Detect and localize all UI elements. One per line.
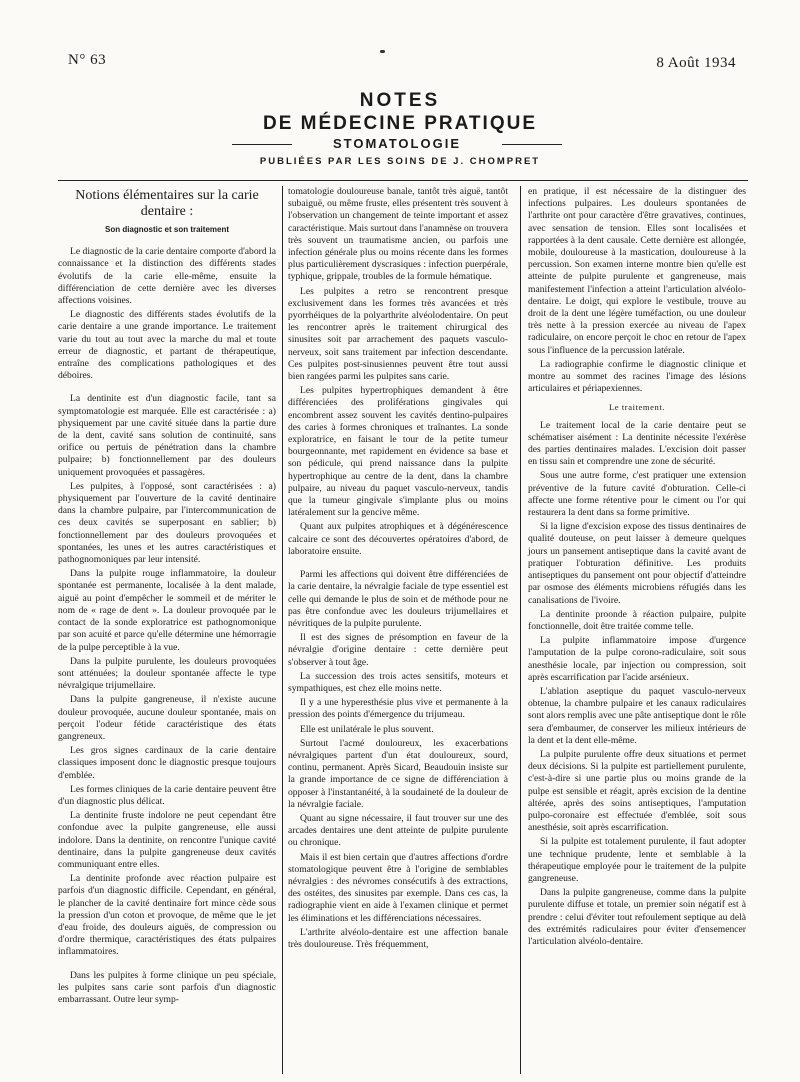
paragraph: Dans la pulpite gangreneuse, il n'existe aucune douleur provoquée, aucune douleur spontanée, mais on perçoit l'odeur fétide caractéristique des états gangreneux. (58, 694, 276, 742)
paragraph: Dans la pulpite gangreneuse, comme dans la pulpite purulente diffuse et totale, un premier soin négatif est à prendre : celui d'éviter tout refoulement septique au delà des extrémités radiculaires pour éviter d'ensemencer l'articulation alvéolo-dentaire. (528, 887, 746, 947)
section-title-row (232, 136, 562, 152)
journal-title-line1: NOTES (359, 90, 441, 111)
paragraph: La dentinite est d'un diagnostic facile, tant sa symptomatologie est marquée. Elle est caractérisée : a) physiquement par une cavité située dans la partie dure de la dent, cavité sans solution de continuité, sans orifice ou pertuis de pénétration dans la chambre pulpaire; b) fonctionnellement par des douleurs uniquement provoquées et passagères. (58, 393, 276, 478)
paragraph: Dans la pulpite rouge inflammatoire, la douleur spontanée est permanente, localisée à la dent malade, aiguë au point d'empêcher le sommeil et de mériter le nom de « rage de dent ». La douleur provoquée par le contact de la sonde exploratrice est pathognomonique par son acuité et parce qu'elle détermine une hémorragie de la pulpe perceptible à la vue. (58, 568, 276, 653)
paragraph: Les pulpites, à l'opposé, sont caractérisées : a) physiquement par l'ouverture de la cavité dentinaire dans la chambre pulpaire, par l'intercommunication de ces deux cavités se superposant en sablier; b) fonctionnellement par des douleurs provoquées et spontanées, les unes et les autres caractéristiques et pathognomoniques par leur intensité. (58, 480, 276, 566)
paragraph: Le diagnostic de la carie dentaire comporte d'abord la connaissance et la distinction des différents stades évolutifs de la carie elle-même, ensuite la différenciation de cette dernière avec les diverses affections voisines. (58, 246, 276, 307)
publisher-line: PUBLIÉES PAR LES SOINS DE J. CHOMPRET (259, 156, 541, 167)
paragraph: Si la pulpite est totalement purulente, il faut adopter une technique prudente, lente et semblable à la thérapeutique employée pour le traitement de la pulpite gangreneuse. (528, 836, 746, 884)
title-rule-right (502, 144, 562, 145)
paragraph: Les pulpites a retro se rencontrent presque exclusivement dans les formes très avancées et très pyorrhéiques de la polyarthrite alvéolodentaire. On peut les rencontrer après le traitement chirurgical des sinusites soit par arrachement des paquets vasculo-nerveux, soit sans traitement par infection descendante. Ces pulpites post-sinusiennes peuvent être tout aussi bien rangées parmi les pulpites sans carie. (288, 285, 508, 383)
paragraph: Surtout l'acmé douloureux, les exacerbations névralgiques partent d'un état douloureux, sourd, continu, permanent. Après Sicard, Beaudouin insiste sur la grande importance de ce signe de différenciation à opposer à l'instantanéité, à la soudaineté de la douleur de la névralgie faciale. (288, 737, 508, 810)
paragraph: L'ablation aseptique du paquet vasculo-nerveux obtenue, la chambre pulpaire et les canaux radiculaires sont alors remplis avec une pâte antiseptique dont le rôle sera d'embaumer, de conserver les milieux intérieurs de la dent et la dent elle-même. (528, 685, 746, 746)
header-rule (58, 180, 748, 181)
issue-number: N° 63 (68, 52, 107, 68)
section-title: STOMATOLOGIE (332, 136, 461, 151)
paragraph: La succession des trois actes sensitifs, moteurs et sympathiques, est chez elle moins nette. (288, 670, 508, 694)
column-1 (58, 186, 276, 1008)
paragraph: Le traitement local de la carie dentaire peut se schématiser aisément : La dentinite nécessite l'exérèse des parties dentinaires malades. L'excision doit passer en tissu sain et comprendre une zone de sécurité. (528, 419, 746, 468)
column-3 (528, 186, 746, 950)
paragraph: Dans les pulpites à forme clinique un peu spéciale, les pulpites sans carie sont parfois d'un diagnostic embarrassant. Outre leur symp- (58, 969, 276, 1005)
paragraph: La dentinite fruste indolore ne peut cependant être confondue avec la pulpite gangreneuse, elle aussi indolore. Dans la dentinite, on rencontre l'unique cavité dentinaire, dans la pulpite gangreneuse deux cavités communiquant entre elles. (58, 810, 276, 870)
issue-date: 8 Août 1934 (656, 55, 736, 71)
paragraph: Les formes cliniques de la carie dentaire peuvent être d'un diagnostic plus délicat. (58, 783, 276, 807)
paragraph: Elle est unilatérale le plus souvent. (300, 723, 434, 735)
paragraph: Si la ligne d'excision expose des tissus dentinaires de qualité douteuse, on peut laisser à demeure quelques jours un pansement antiseptique dans la cavité avant de pratiquer l'obturation définitive. Les produits antiseptiques du pansement ont pour objectif d'atteindre par osmose des éléments microbiens réfugiés dans les canalisations de l'ivoire. (528, 521, 746, 606)
ink-dot (380, 50, 385, 53)
paragraph: tomatologie douloureuse banale, tantôt très aiguë, tantôt subaiguë, ou même fruste, elles présentent très souvent à l'observation un changement de teinte important et assez caractéristique. Mais surtout dans l'anamnèse on trouvera très souvent un traumatisme ancien, ou parfois une infection générale plus ou moins récente dans les formes plus particulièrement dyscrasiques : infection puerpérale, typhique, grippale, troubles de la formule hématique. (288, 186, 508, 283)
paragraph: Les pulpites hypertrophiques demandent à être différenciées des proliférations gingivales qui encombrent assez souvent les cavités dentino-pulpaires des caries à formes chroniques et traînantes. La sonde exploratrice, en faisant le tour de la petite tumeur bourgeonnante, met rapidement en évidence sa base et son pédicule, qui prend naissance dans la pulpite hypertrophique au centre de la dent, dans la chambre pulpaire, au niveau du paquet vasculo-nerveux, tandis que la tumeur gingivale s'implante plus ou moins latéralement sur la gencive même. (288, 385, 508, 519)
paragraph: Dans la pulpite purulente, les douleurs provoquées sont atténuées; la douleur spontanée affecte le type névralgique trijumellaire. (58, 655, 276, 692)
paragraph: La pulpite inflammatoire impose d'urgence l'amputation de la pulpe corono-radiculaire, soit sous anesthésie locale, par injection ou compression, soit après escarrification par l'acide arsénieux. (528, 635, 746, 683)
paragraph: La dentinite proonde à réaction pulpaire, pulpite fonctionnelle, doit être traitée comme telle. (528, 608, 746, 632)
paragraph: Il y a une hyperesthésie plus vive et permanente à la pression des points d'émergence du trijumeau. (288, 697, 508, 721)
paragraph: Quant aux pulpites atrophiques et à dégénérescence calcaire ce sont des découvertes opératoires d'abord, de laboratoire ensuite. (288, 521, 508, 557)
paragraph: Quant au signe nécessaire, il faut trouver sur une des arcades dentaires une dent atteinte de pulpite purulente ou chronique. (288, 812, 508, 849)
paragraph: Parmi les affections qui doivent être différenciées de la carie dentaire, la névralgie faciale de type essentiel est celle qui demande le plus de soin et de méthode pour ne pas être confondue avec les douleurs trijumellaires et névritiques de la pulpite purulente. (288, 569, 508, 629)
article-subtitle: Son diagnostic et son traitement (104, 225, 229, 234)
paragraph: La pulpite purulente offre deux situations et permet deux décisions. Si la pulpite est partiellement purulente, c'est-à-dire si une partie plus ou moins grande de la pulpe est sensible et réagit, après excision de la dentine altérée, après des soins antiseptiques, l'amputation pulpo-coronaire est effectuée d'emblée, soit sous anesthésie, soit après escarrification. (528, 748, 746, 834)
paragraph: en pratique, il est nécessaire de la distinguer des infections pulpaires. Les douleurs spontanées de l'arthrite ont pour caractère d'être gravatives, continues, avec sensation de tension. Elles sont localisées et rapportées à la dent causale. Cette dernière est allongée, mobile, douloureuse à la mastication, douloureuse à la percussion. Son examen interne montre bien qu'elle est atteinte de pulpite purulente et gangreneuse, mais manifestement l'infection a atteint l'articulation alvéolo-dentaire. Le doigt, qui explore le vestibule, trouve au droit de la dent une légère tuméfaction, ou une douleur très nette à la pression exercée au niveau de l'apex radiculaire, on encore perçoit le choc en retour de l'apex sous l'influence de la percussion latérale. (528, 186, 746, 356)
article-title: Notions élémentaires sur la carie dentaire : (75, 188, 259, 219)
paragraph: Mais il est bien certain que d'autres affections d'ordre stomatologique peuvent être à l'origine de semblables névralgies : des névromes consécutifs à des extractions, des ostéites, des sinusites par exemple. Dans ces cas, la radiographie vient en aide à l'examen clinique et permet les éliminations et les différenciations nécessaires. (288, 851, 508, 924)
paragraph: L'arthrite alvéolo-dentaire est une affection banale très douloureuse. Très fréquemment, (288, 926, 508, 950)
paragraph: Les gros signes cardinaux de la carie dentaire classiques imposent donc le diagnostic presque toujours d'emblée. (58, 745, 276, 781)
column-divider-2 (520, 186, 521, 1074)
section-heading: Le traitement. (608, 402, 666, 413)
paragraph: Il est des signes de présomption en faveur de la névralgie d'origine dentaire : cette dernière peut s'observer à tout âge. (288, 632, 508, 668)
paragraph: La radiographie confirme le diagnostic clinique et montre au sommet des racines l'image des lésions articulaires et périapexiennes. (528, 358, 746, 395)
paragraph: Le diagnostic des différents stades évolutifs de la carie dentaire a une grande importance. Le traitement varie du tout au tout avec la marche du mal et toute erreur de diagnostic, et partant de thérapeutique, entraîne des complications pathologiques et des déboires. (58, 309, 276, 382)
journal-title-line2: DE MÉDECINE PRATIQUE (262, 113, 537, 134)
paragraph: Sous une autre forme, c'est pratiquer une extension préventive de la future cavité d'obturation. Celle-ci affecte une forme rétentive pour le ciment ou l'or qui restaurera la dent dans sa forme primitive. (528, 470, 746, 519)
column-2 (288, 186, 508, 953)
column-divider-1 (282, 186, 283, 1074)
paragraph: La dentinite profonde avec réaction pulpaire est parfois d'un diagnostic difficile. Cependant, en général, le plancher de la cavité dentinaire fort mince cède sous la pression d'un coton et provoque, de même que le jet d'eau froide, des douleurs aiguës, de compression ou d'ordre thermique, caractéristiques des états pulpaires inflammatoires. (58, 873, 276, 958)
